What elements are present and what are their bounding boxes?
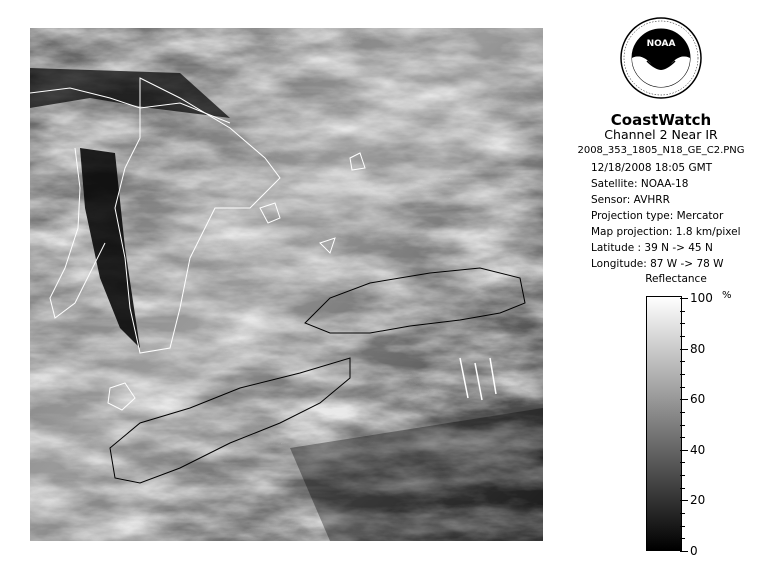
- colorbar-minor-tick: [680, 462, 685, 463]
- colorbar-minor-tick: [680, 425, 685, 426]
- colorbar-minor-tick: [680, 323, 685, 324]
- colorbar-minor-tick: [680, 311, 685, 312]
- colorbar-minor-tick: [680, 387, 685, 388]
- longitude-range: Longitude: 87 W -> 78 W: [591, 258, 724, 270]
- channel-subtitle: Channel 2 Near IR: [604, 127, 718, 142]
- latitude-range: Latitude : 39 N -> 45 N: [591, 242, 713, 254]
- colorbar: [646, 296, 682, 551]
- image-datetime: 12/18/2008 18:05 GMT: [591, 162, 713, 174]
- projection-type: Projection type: Mercator: [591, 210, 724, 222]
- colorbar-ticks: [680, 291, 740, 558]
- brand-title: CoastWatch: [610, 111, 712, 129]
- map-projection: Map projection: 1.8 km/pixel: [591, 226, 741, 238]
- colorbar-major-tick: [680, 349, 688, 350]
- colorbar-major-tick: [680, 551, 688, 552]
- satellite-info: Satellite: NOAA-18: [591, 178, 689, 190]
- colorbar-label: 60: [690, 392, 706, 407]
- colorbar-label: 80: [690, 341, 706, 356]
- logo-text: NOAA: [646, 39, 676, 49]
- colorbar-minor-tick: [680, 361, 685, 362]
- colorbar-major-tick: [680, 298, 688, 299]
- colorbar-minor-tick: [680, 488, 685, 489]
- colorbar-title: Reflectance: [645, 273, 707, 285]
- satellite-map: [30, 28, 543, 541]
- colorbar-label: 40: [690, 442, 706, 457]
- colorbar-unit: %: [722, 290, 732, 301]
- colorbar-major-tick: [680, 399, 688, 400]
- noaa-logo-icon: [620, 17, 702, 99]
- colorbar-minor-tick: [680, 513, 685, 514]
- colorbar-minor-tick: [680, 538, 685, 539]
- colorbar-minor-tick: [680, 412, 685, 413]
- colorbar-minor-tick: [680, 336, 685, 337]
- colorbar-minor-tick: [680, 475, 685, 476]
- image-filename: 2008_353_1805_N18_GE_C2.PNG: [577, 145, 745, 156]
- colorbar-label: 100: [690, 291, 713, 305]
- colorbar-label: 0: [690, 544, 698, 558]
- colorbar-major-tick: [680, 500, 688, 501]
- sensor-info: Sensor: AVHRR: [591, 194, 670, 206]
- colorbar-minor-tick: [680, 526, 685, 527]
- colorbar-major-tick: [680, 450, 688, 451]
- colorbar-label: 20: [690, 493, 706, 508]
- colorbar-minor-tick: [680, 437, 685, 438]
- colorbar-minor-tick: [680, 374, 685, 375]
